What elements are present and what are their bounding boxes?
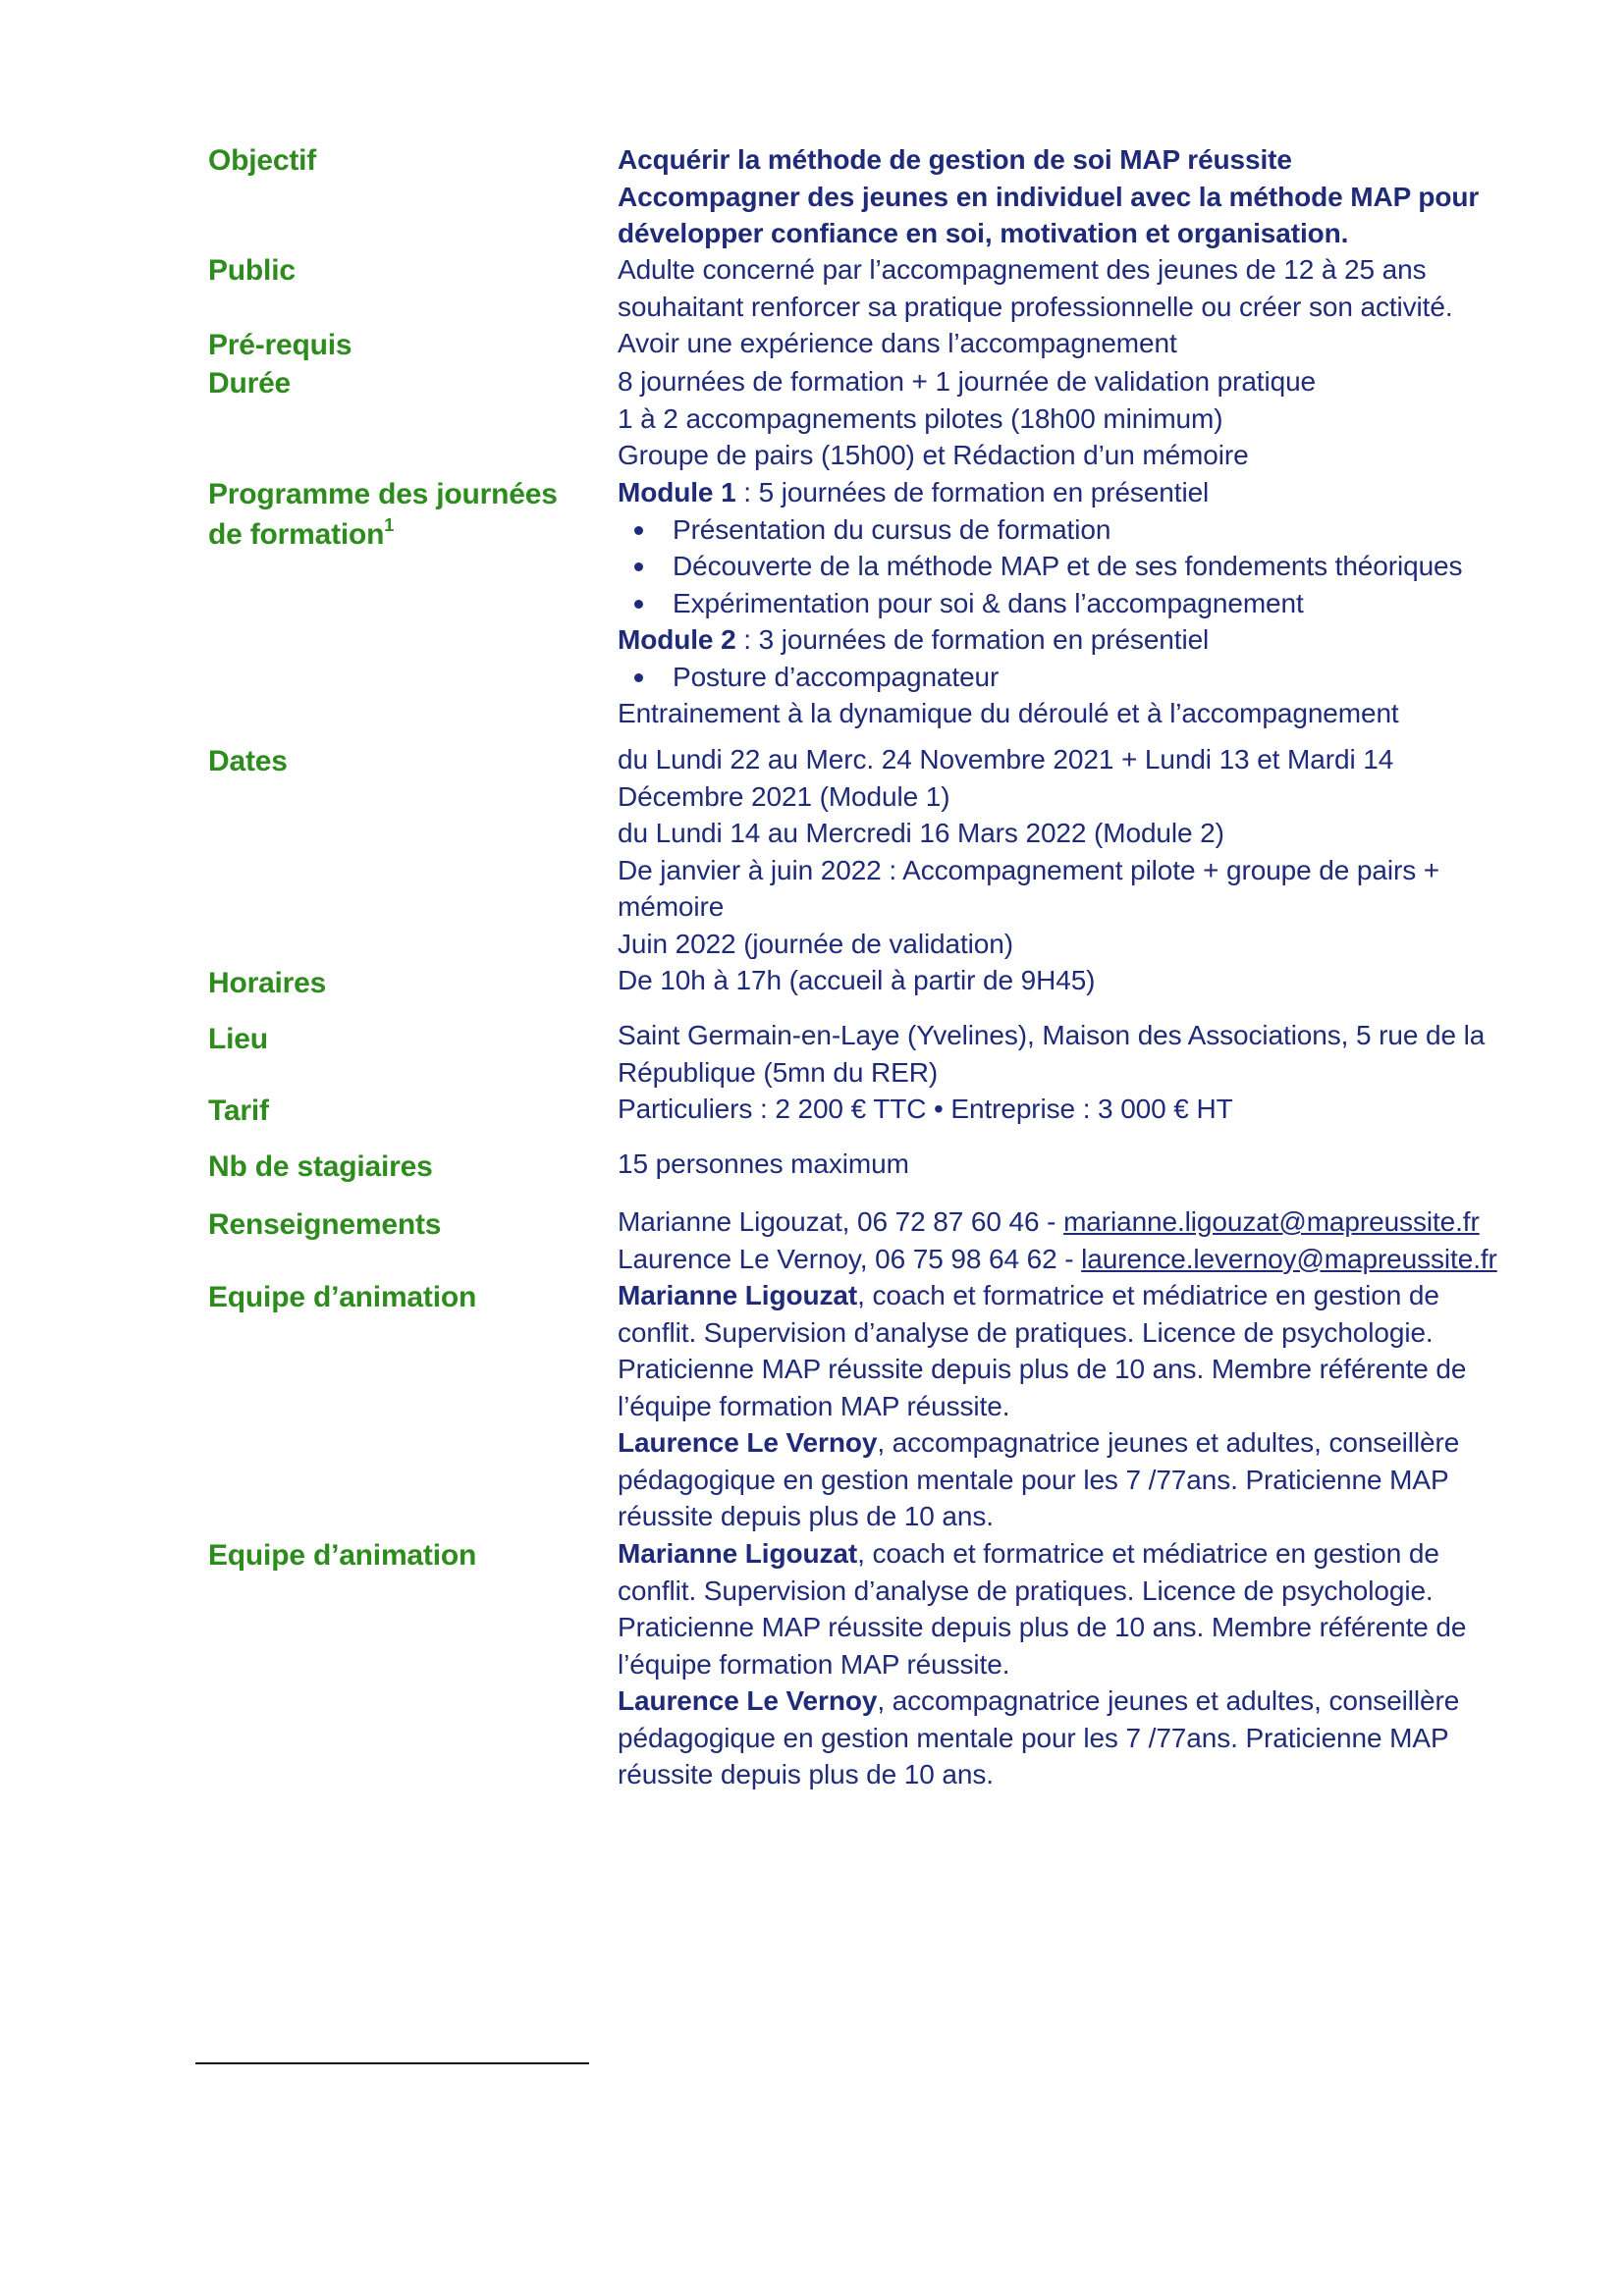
public-value — [618, 251, 1453, 325]
lieu-line: République (5mn du RER) — [618, 1056, 939, 1088]
contact-line — [618, 1241, 1497, 1278]
lieu-label: Lieu — [208, 1023, 268, 1055]
programme-label-line1: Programme des journées — [208, 478, 558, 510]
equipe-line: conflit. Supervision d’analyse de pratiques. Licence de psychologie. — [618, 1575, 1434, 1606]
programme-label-line2 — [208, 516, 558, 554]
bullet-text: Posture d’accompagnateur — [673, 661, 1000, 692]
tarif-line: Particuliers : 2 200 € TTC • Entreprise : 3 000 € HT — [618, 1094, 1233, 1124]
equipe-line — [618, 1682, 1466, 1720]
person-name: Laurence Le Vernoy — [618, 1685, 878, 1716]
dates-line: mémoire — [618, 891, 725, 922]
equipe-value — [618, 1277, 1466, 1535]
person-desc: , coach et formatrice et médiatrice en gestion de — [857, 1538, 1439, 1569]
stagiaires-line: 15 personnes maximum — [618, 1148, 909, 1179]
objectif-line: développer confiance en soi, motivation et organisation. — [618, 218, 1349, 248]
module2-title: Module 2 — [618, 624, 736, 655]
equipe-label-duplicate: Equipe d’animation — [208, 1539, 477, 1572]
person-desc: , coach et formatrice et médiatrice en gestion de — [857, 1280, 1439, 1310]
dates-line: du Lundi 14 au Mercredi 16 Mars 2022 (Module 2) — [618, 818, 1224, 848]
dates-line: Décembre 2021 (Module 1) — [618, 780, 950, 812]
dates-value — [618, 741, 1439, 962]
stagiaires-value — [618, 1146, 909, 1183]
equipe-line — [618, 1277, 1466, 1314]
list-item — [618, 511, 1462, 549]
module1-title: Module 1 — [618, 477, 736, 507]
prerequis-value — [618, 325, 1177, 362]
horaires-label: Horaires — [208, 967, 327, 999]
bullet-icon — [634, 562, 643, 571]
dates-line: du Lundi 22 au Merc. 24 Novembre 2021 + Lundi 13 et Mardi 14 — [618, 744, 1394, 774]
list-item — [618, 548, 1462, 585]
programme-label — [208, 476, 558, 554]
dates-label: Dates — [208, 745, 288, 777]
duree-line: 1 à 2 accompagnements pilotes (18h00 minimum) — [618, 402, 1223, 434]
duree-line: Groupe de pairs (15h00) et Rédaction d’un mémoire — [618, 440, 1249, 470]
objectif-value — [618, 141, 1479, 252]
equipe-line: Praticienne MAP réussite depuis plus de 10 ans. Membre référente de — [618, 1612, 1467, 1642]
bullet-icon — [634, 600, 643, 609]
duree-label: Durée — [208, 367, 292, 400]
prerequis-line: Avoir une expérience dans l’accompagnement — [618, 328, 1177, 358]
equipe-line: Praticienne MAP réussite depuis plus de 10 ans. Membre référente de — [618, 1354, 1467, 1384]
stagiaires-label: Nb de stagiaires — [208, 1150, 433, 1183]
equipe-line — [618, 1424, 1466, 1462]
equipe-line: l’équipe formation MAP réussite. — [618, 1390, 1010, 1421]
equipe-line: réussite depuis plus de 10 ans. — [618, 1501, 994, 1531]
person-desc: , accompagnatrice jeunes et adultes, conseillère — [877, 1685, 1460, 1716]
bullet-text: Découverte de la méthode MAP et de ses fondements théoriques — [673, 551, 1463, 581]
bullet-text: Expérimentation pour soi & dans l’accompagnement — [673, 587, 1304, 618]
duree-line: 8 journées de formation + 1 journée de validation pratique — [618, 366, 1317, 397]
footnote-mark: 1 — [384, 515, 395, 535]
contact-text: Marianne Ligouzat, 06 72 87 60 46 - — [618, 1206, 1064, 1237]
person-name: Laurence Le Vernoy — [618, 1427, 878, 1458]
module2-text: : 3 journées de formation en présentiel — [735, 624, 1210, 655]
dates-line: De janvier à juin 2022 : Accompagnement pilote + groupe de pairs + — [618, 854, 1440, 885]
contact-text: Laurence Le Vernoy, 06 75 98 64 62 - — [618, 1243, 1082, 1274]
bullet-text: Présentation du cursus de formation — [673, 513, 1111, 545]
horaires-line: De 10h à 17h (accueil à partir de 9H45) — [618, 965, 1096, 995]
lieu-value — [618, 1017, 1485, 1091]
person-name: Marianne Ligouzat — [618, 1280, 858, 1310]
footnote-separator — [195, 2062, 589, 2064]
tarif-value — [618, 1091, 1233, 1128]
module2-line — [618, 621, 1462, 659]
duree-value — [618, 363, 1316, 474]
public-label: Public — [208, 254, 296, 287]
objectif-line: Accompagner des jeunes en individuel avec la méthode MAP pour — [618, 181, 1480, 212]
person-name: Marianne Ligouzat — [618, 1538, 858, 1569]
module1-line — [618, 474, 1462, 511]
objectif-line: Acquérir la méthode de gestion de soi MAP réussite — [618, 144, 1292, 175]
list-item — [618, 659, 1462, 696]
equipe-line: pédagogique en gestion mentale pour les 7 /77ans. Praticienne MAP — [618, 1722, 1449, 1753]
horaires-value — [618, 962, 1095, 999]
prerequis-label: Pré-requis — [208, 329, 352, 361]
equipe-label: Equipe d’animation — [208, 1281, 477, 1313]
email-link[interactable]: laurence.levernoy@mapreussite.fr — [1081, 1243, 1497, 1274]
equipe-value-duplicate — [618, 1535, 1466, 1793]
contact-line — [618, 1203, 1497, 1241]
equipe-line — [618, 1535, 1466, 1573]
bullet-icon — [634, 526, 643, 535]
programme-trailing-line: Entrainement à la dynamique du déroulé et à l’accompagnement — [618, 698, 1399, 728]
programme-value — [618, 474, 1462, 732]
equipe-line: réussite depuis plus de 10 ans. — [618, 1759, 994, 1789]
objectif-label: Objectif — [208, 144, 317, 177]
equipe-line: l’équipe formation MAP réussite. — [618, 1648, 1010, 1680]
programme-label-text: de formation — [208, 518, 385, 551]
tarif-label: Tarif — [208, 1095, 269, 1127]
person-desc: , accompagnatrice jeunes et adultes, conseillère — [877, 1427, 1460, 1458]
equipe-line: pédagogique en gestion mentale pour les 7 /77ans. Praticienne MAP — [618, 1464, 1449, 1495]
renseignements-value — [618, 1203, 1497, 1277]
public-line: Adulte concerné par l’accompagnement des jeunes de 12 à 25 ans — [618, 254, 1427, 285]
public-line: souhaitant renforcer sa pratique professionnelle ou créer son activité. — [618, 291, 1453, 322]
module1-text: : 5 journées de formation en présentiel — [735, 477, 1210, 507]
lieu-line: Saint Germain-en-Laye (Yvelines), Maison des Associations, 5 rue de la — [618, 1020, 1486, 1050]
email-link[interactable]: marianne.ligouzat@mapreussite.fr — [1063, 1206, 1480, 1237]
dates-line: Juin 2022 (journée de validation) — [618, 928, 1013, 959]
list-item — [618, 585, 1462, 622]
renseignements-label: Renseignements — [208, 1208, 442, 1241]
equipe-line: conflit. Supervision d’analyse de pratiques. Licence de psychologie. — [618, 1316, 1434, 1348]
bullet-icon — [634, 673, 643, 682]
